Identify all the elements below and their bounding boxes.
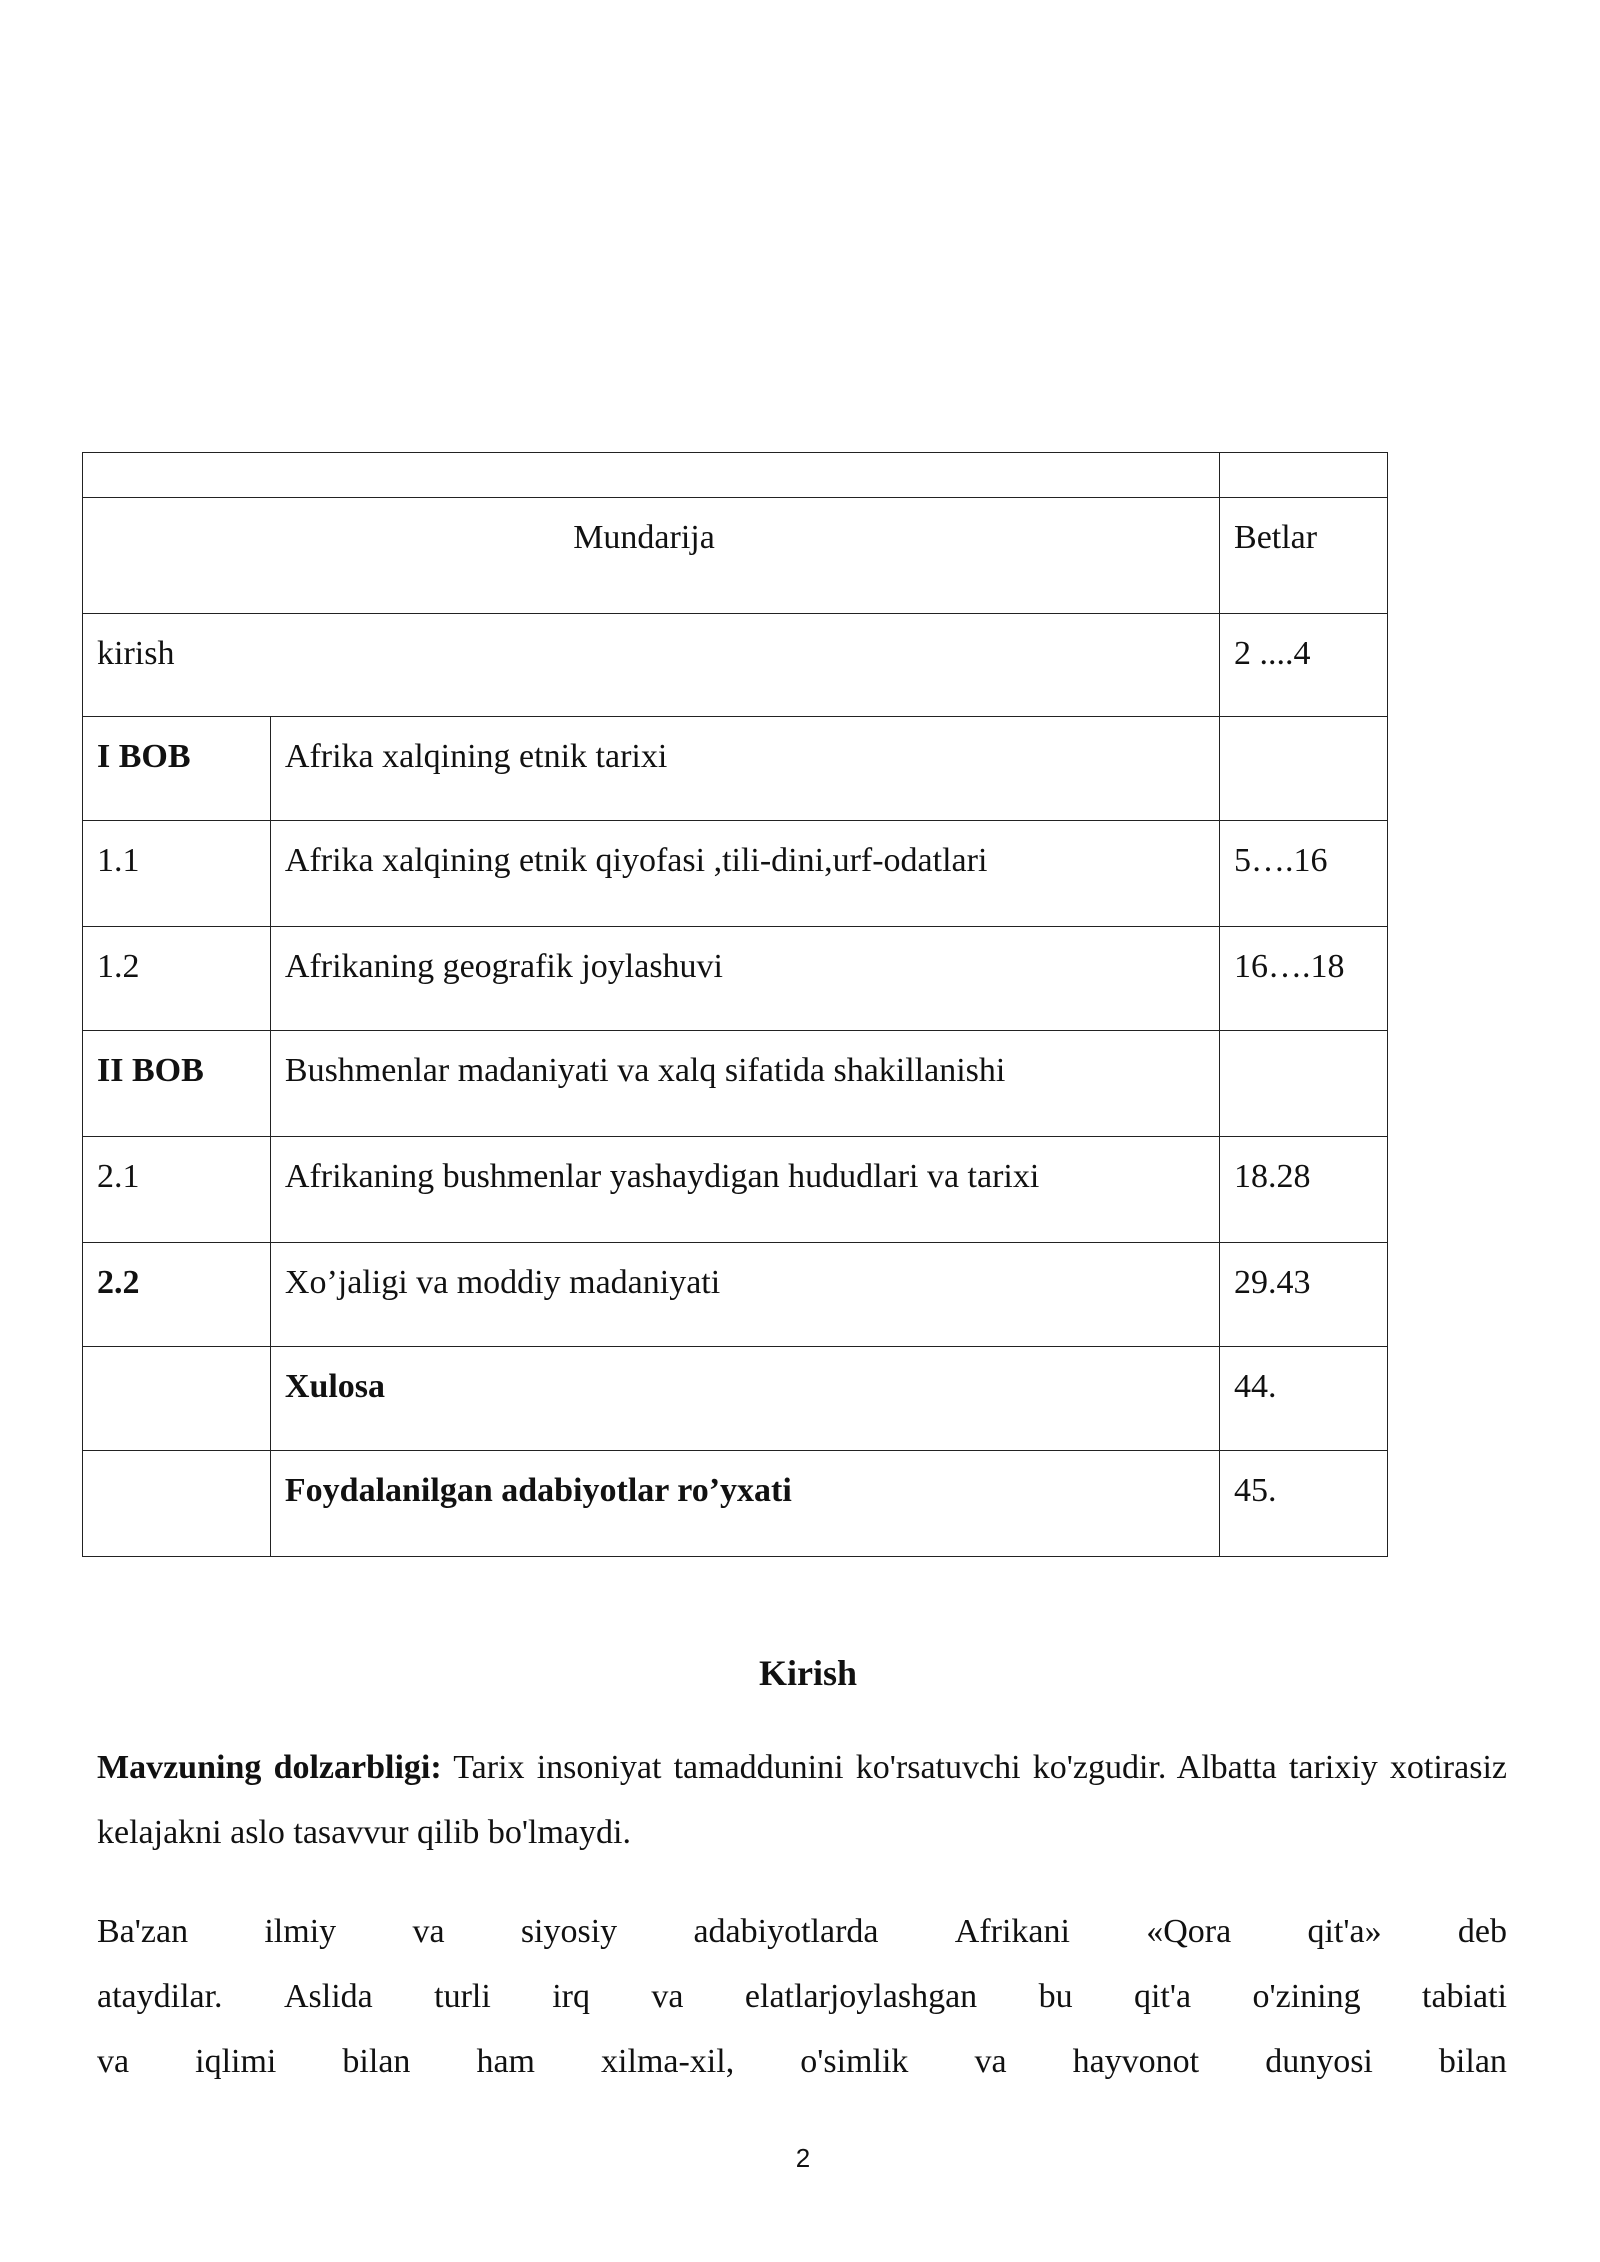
toc-row-pages: 18.28 (1220, 1137, 1388, 1243)
word: o'simlik (800, 2043, 909, 2080)
toc-row-title: Afrika xalqining etnik qiyofasi ,tili-dini,urf-odatlari (270, 821, 1219, 927)
toc-row-number: II BOB (83, 1031, 271, 1137)
toc-row-pages: 44. (1220, 1347, 1388, 1451)
toc-row-number: I BOB (83, 717, 271, 821)
word: irq (552, 1978, 591, 2015)
word: tabiati (1422, 1978, 1507, 2015)
word: adabiyotlarda (693, 1913, 879, 1950)
word: iqlimi (195, 2043, 277, 2080)
toc-row-pages (1220, 1031, 1388, 1137)
toc-row (83, 1451, 1388, 1557)
word: o'zining (1252, 1978, 1361, 2015)
toc-intro-row (83, 614, 1388, 717)
toc-row-number (83, 1347, 271, 1451)
word: ataydilar. (97, 1978, 223, 2015)
word: qit'a» (1307, 1913, 1382, 1950)
paragraph-relevance (97, 1735, 1507, 1865)
word: Afrikani (954, 1913, 1070, 1950)
word: ilmiy (264, 1913, 337, 1950)
toc-header-title: Mundarija (83, 498, 1220, 614)
word: bilan (1438, 2043, 1507, 2080)
word: va (97, 2043, 130, 2080)
toc-row (83, 1243, 1388, 1347)
toc-row-title: Bushmenlar madaniyati va xalq sifatida shakillanishi (270, 1031, 1219, 1137)
toc-row-number: 1.1 (83, 821, 271, 927)
word: bilan (342, 2043, 411, 2080)
word: va (412, 1913, 445, 1950)
table-of-contents (82, 452, 1388, 1557)
toc-empty-cell (83, 453, 1220, 498)
toc-row-title: Afrikaning geografik joylashuvi (270, 927, 1219, 1031)
toc-row-title: Xulosa (270, 1347, 1219, 1451)
toc-row-number: 2.2 (83, 1243, 271, 1347)
word: Ba'zan (97, 1913, 189, 1950)
toc-row-title: Afrikaning bushmenlar yashaydigan hududlari va tarixi (270, 1137, 1219, 1243)
toc-row-title: Foydalanilgan adabiyotlar ro’yxati (270, 1451, 1219, 1557)
toc-row-title: Afrika xalqining etnik tarixi (270, 717, 1219, 821)
word: xilma-xil, (601, 2043, 735, 2080)
word: va (651, 1978, 684, 2015)
word: Aslida (283, 1978, 373, 2015)
toc-header-row (83, 498, 1388, 614)
paragraph-line (97, 1964, 1507, 2029)
toc-row (83, 1347, 1388, 1451)
toc-empty-row (83, 453, 1388, 498)
toc-row-pages: 16….18 (1220, 927, 1388, 1031)
toc-row-pages: 45. (1220, 1451, 1388, 1557)
paragraph-africa (97, 1899, 1507, 2094)
word: hayvonot (1072, 2043, 1200, 2080)
paragraph-lead: Mavzuning dolzarbligi: (97, 1749, 442, 1786)
toc-row-pages: 5….16 (1220, 821, 1388, 927)
word: qit'a (1133, 1978, 1192, 2015)
toc-row-number (83, 1451, 271, 1557)
toc-empty-cell (1220, 453, 1388, 498)
toc-row (83, 1031, 1388, 1137)
paragraph-text: Tarix insoniyat tamaddunini ko'rsatuvchi ko'zgudir. Albatta tarixiy xotirasiz kelajakni aslo tasavvur qilib bo'lmaydi. (97, 1749, 1507, 1851)
toc-intro-label: kirish (83, 614, 1220, 717)
toc-header-pages: Betlar (1220, 498, 1388, 614)
word: ham (476, 2043, 535, 2080)
toc-row (83, 927, 1388, 1031)
word: elatlarjoylashgan (744, 1978, 978, 2015)
word: «Qora (1146, 1913, 1232, 1950)
toc-row (83, 1137, 1388, 1243)
section-title: Kirish (758, 1653, 857, 1693)
word: dunyosi (1265, 2043, 1373, 2080)
toc-intro-pages: 2 ....4 (1220, 614, 1388, 717)
word: siyosiy (520, 1913, 618, 1950)
toc-row-pages: 29.43 (1220, 1243, 1388, 1347)
word: va (974, 2043, 1007, 2080)
toc-row (83, 821, 1388, 927)
paragraph-line (97, 2029, 1507, 2094)
toc-row-pages (1220, 717, 1388, 821)
paragraph-line (97, 1899, 1507, 1964)
toc-row (83, 717, 1388, 821)
page-number: 2 (795, 2143, 811, 2173)
word: deb (1457, 1913, 1507, 1950)
toc-row-number: 1.2 (83, 927, 271, 1031)
word: bu (1038, 1978, 1073, 2015)
toc-row-title: Xo’jaligi va moddiy madaniyati (270, 1243, 1219, 1347)
word: turli (434, 1978, 491, 2015)
toc-row-number: 2.1 (83, 1137, 271, 1243)
